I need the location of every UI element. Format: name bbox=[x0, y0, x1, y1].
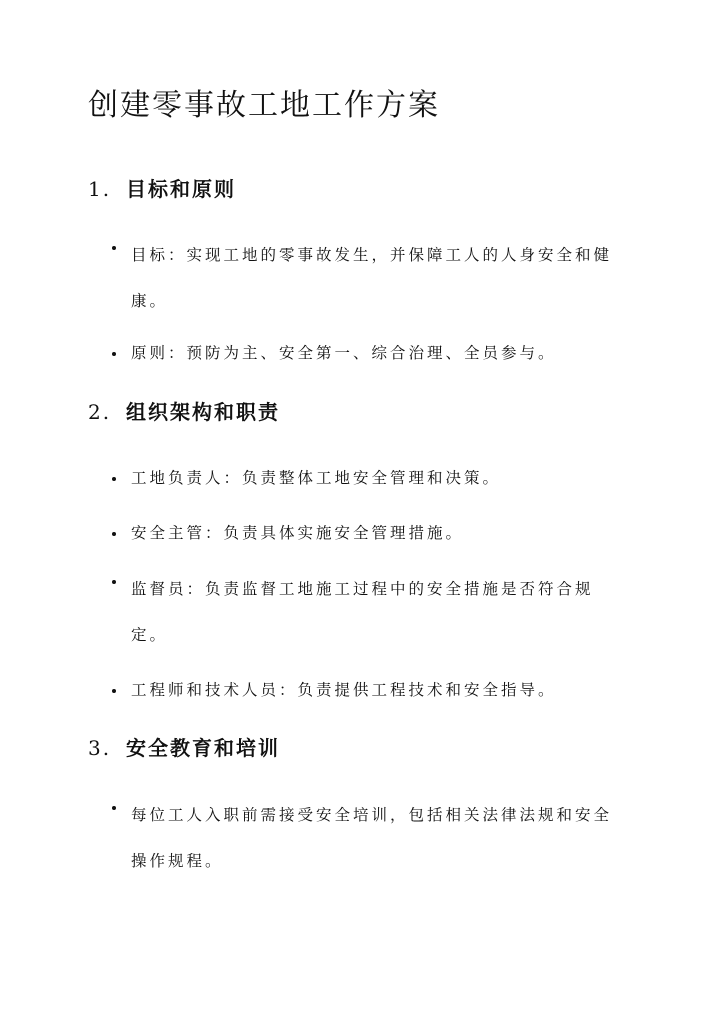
list-item bbox=[112, 675, 622, 705]
list-item-text: 每位工人入职前需接受安全培训，包括相关法律法规和安全操作规程。 bbox=[131, 806, 613, 870]
list-item bbox=[112, 232, 622, 324]
section-title: 安全教育和培训 bbox=[126, 736, 280, 760]
list-item bbox=[112, 338, 622, 368]
list-item-text: 工地负责人：负责整体工地安全管理和决策。 bbox=[131, 469, 502, 487]
bullet-icon bbox=[112, 532, 116, 536]
list-item bbox=[112, 518, 622, 548]
bullet-icon bbox=[112, 689, 116, 693]
bullet-icon bbox=[112, 580, 116, 584]
section-title: 组织架构和职责 bbox=[126, 400, 280, 424]
bullet-icon bbox=[112, 352, 116, 356]
document-title: 创建零事故工地工作方案 bbox=[88, 88, 440, 123]
list-item-text: 安全主管：负责具体实施安全管理措施。 bbox=[131, 524, 465, 542]
list-item-text: 工程师和技术人员：负责提供工程技术和安全指导。 bbox=[131, 681, 557, 699]
section-number: 2. bbox=[88, 400, 112, 424]
list-item-text: 目标：实现工地的零事故发生，并保障工人的人身安全和健康。 bbox=[131, 246, 613, 310]
section-title: 目标和原则 bbox=[126, 177, 236, 201]
bullet-icon bbox=[112, 246, 116, 250]
section-number: 3. bbox=[88, 736, 112, 760]
list-item bbox=[112, 792, 622, 884]
list-item bbox=[112, 566, 622, 658]
bullet-icon bbox=[112, 477, 116, 481]
bullet-icon bbox=[112, 806, 116, 810]
list-item-text: 原则：预防为主、安全第一、综合治理、全员参与。 bbox=[131, 344, 557, 362]
section-heading-organization bbox=[88, 398, 280, 426]
list-item-text: 监督员：负责监督工地施工过程中的安全措施是否符合规定。 bbox=[131, 580, 594, 644]
section-number: 1. bbox=[88, 177, 112, 201]
section-heading-goals bbox=[88, 175, 236, 203]
section-heading-training bbox=[88, 734, 280, 762]
list-item bbox=[112, 463, 622, 493]
